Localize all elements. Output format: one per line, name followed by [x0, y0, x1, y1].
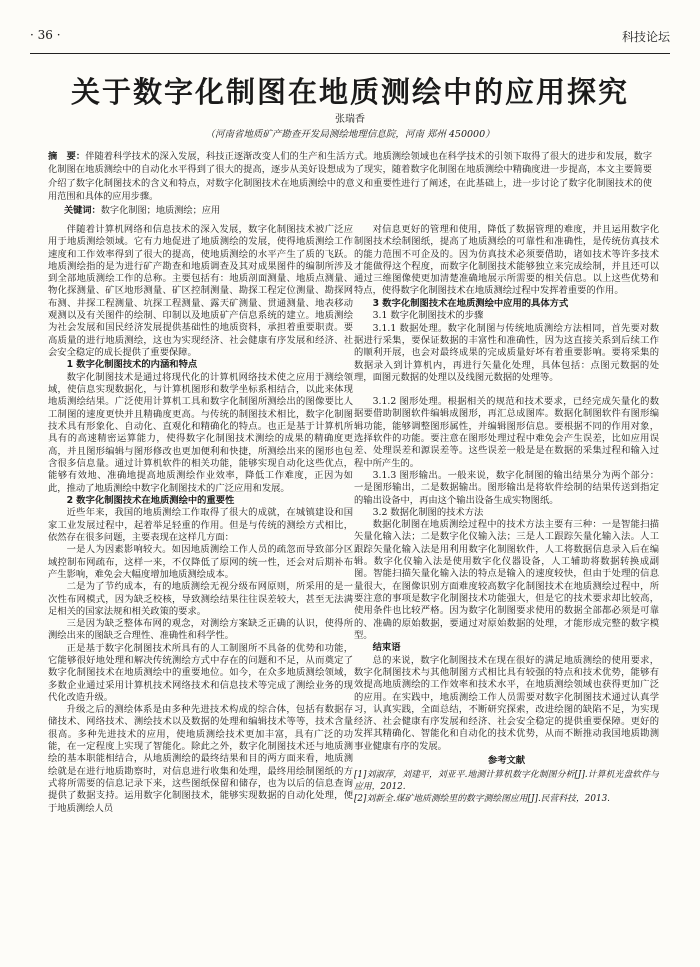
keywords-label: 关键词： [64, 205, 101, 216]
body-paragraph: 正是基于数字化制图技术所具有的人工制图所不具备的优势和功能，它能够很好地处理和解决传统测绘方式中存在的问题和不足，从而奠定了数字化制图技术在地质测绘中的重要地位。如今，在众多地质测绘领域，多数企业通过采用计算机技术网络技术和信息技术等完成了测绘业务的现代化改造升级。 [48, 642, 353, 703]
body-paragraph: 3.1.3 图形输出。一般来说，数字化制图的输出结果分为两个部分：一是图形输出，二是数据输出。图形输出是将软件绘制的结果传送到指定的输出设备中，再由这个输出设备生成实物图纸。 [354, 469, 659, 506]
body-paragraph: 数字化制图技术是通过将现代化的计算机网络技术使之应用于测绘领域，使信息实现数据化，与计算机图形和数学坐标系相结合，以此来体现地质测绘结果。广泛使用计算机工具和数字化制图所测绘出的图像要比人工制图的速度更快并且精确度更高。与传统的制图技术相比，数字化制图技术具有形象化、自动化、直观化和精确化的特点。也正是基于计算机所具有的高速精密运算能力，使得数字化制图技术测绘的成果的精确度更高，并且图形编辑与图形修改也更加便利和快捷，所测绘出来的图形也包含很多信息量。通过计算机软件的相关功能，能够实现自动化这些优点，能够有效地、准确地提高地质测绘作业效率，降低工作难度，正因为如此，推动了地质测绘中数字化制图技术的广泛应用和发展。 [48, 371, 353, 494]
paragraph-gap [354, 384, 659, 396]
section-heading: 2 数字化制图技术在地质测绘中的重要性 [66, 494, 235, 506]
body-paragraph: 3.1.2 图形处理。根据相关的规范和技术要求，已经完成矢量化的数据要借助制图软件编辑成图形，再汇总成图库。数据化制图软件有图形编辑功能，能够调整图形属性，并编辑图形信息。要根据不同的作用对象，选择软件的功能。要注意在图形处理过程中难免会产生误差，比如应用误差、处理误差和源误差等。这些误差一般是是在数据的采集过程和输入过程中所产生的。 [354, 396, 659, 469]
body-paragraph: 近些年来，我国的地质测绘工作取得了很大的成就，在城镇建设和国家工业发展过程中，起着举足轻重的作用。但是与传统的测绘方式相比，依然存在很多问题，主要表现在这样几方面： [48, 507, 353, 544]
body-paragraph: 数据化制图在地质测绘过程中的技术方法主要有三种：一是智能扫描矢量化输入法；二是数字化仪输入法；三是人工跟踪矢量化输入法。人工跟踪矢量化输入法是用利用数字化制图软件，人工将数据信息录入后在编辑。数字化仪输入法是使用数字化仪器设备，人工辅助将数据转换成副图。智能扫描矢量化输入法的特点是输入的速度较快，但由于处理的信息量很大，在图像识别方面难度较高数字化制图技术在地质测绘过程中，所要注意的事项是数字化制图技术功能强大，但是它的技术要求却比较高，使用条件也比较严格。因为数字化制图要求使用的数据全部都必须是可靠的、准确的原始数据，要通过对原始数据的处理，才能形成完整的数字模型。 [354, 519, 659, 641]
references-heading: 参考文献 [487, 755, 526, 767]
page-header [30, 28, 670, 48]
body-paragraph: 一是人为因素影响较大。如因地质测绘工作人员的疏忽而导致部分区域控制布网疏布，这样一来，不仅降低了原网的统一性，还会对后期补布产生影响，难免会大幅度增加地质测绘成本。 [48, 544, 353, 580]
header-rule [30, 53, 670, 54]
reference-item: [1]刘淑萍，刘建平，刘亚平.地测计算机数字化制图分析[J].计算机光盘软件与应用，2012. [354, 770, 659, 793]
body-paragraph: 三是因为缺乏整体布网的观念，对测绘方案缺乏正确的认识，使得所测绘出来的图缺乏合理性、准确性和科学性。 [48, 618, 353, 642]
subsection-heading: 3.1 数字化制图技术的步骤 [372, 310, 484, 322]
reference-item: [2]刘新全.煤矿地质测绘里的数字测绘图应用[J].民营科技，2013. [354, 794, 610, 805]
body-paragraph: 伴随着计算机网络和信息技术的深入发展，数字化制图技术被广泛应用于地质测绘领域。它有力地促进了地质测绘的发展，使得地质测绘工作速度和工作效率得到了很大的提高，使地质测绘的水平产生了质的飞跃。地质测绘指的是为进行矿产勘查和地质调查及其对成果图件的编制所涉及到全部地质测绘工作的总称。主要包括有：地质剖面测量、地质点测量、物化探测量、矿区地形测量、矿区控制测量、勘探工程定位测量、勘探网布测、井探工程测量、坑探工程测量、露天矿测量、贯通测量、地表移动观测以及有关图件的绘制、印制以及地质矿产信息系统的建立。地质测绘为社会发展和国民经济发展提供基础性的地质资料，承担着重要职责。要高质量的进行地质测绘，这也为实现经济、社会健康有序发展和经济、社会安全稳定的成长提供了重要保障。 [48, 224, 353, 358]
affiliation: （河南省地质矿产勘查开发局测绘地理信息院，河南 郑州 450000） [205, 129, 495, 140]
page-number: · 36 · [30, 28, 61, 42]
abstract-label: 摘 要： [48, 151, 86, 162]
conclusion-heading: 结束语 [372, 642, 401, 654]
subsection-heading: 3.2 数据化制图的技术方法 [372, 506, 484, 518]
author: 张瑞香 [335, 114, 365, 125]
body-paragraph: 对信息更好的管理和使用，降低了数据管理的难度，并且运用数字化制图技术绘制图纸，提高了地质测绘的可靠性和准确性，是传统仿真技术的能力范围不可企及的。因为仿真技术必须要借助，诸如技术等许多技术才能做得这个程度，而数字化制图技术能够独立来完成绘制，并且还可以通过三维图像使更加清楚准确地展示所需要的相关信息。以上这些优势和特点，使得数字化制图技术在地质测绘过程中发挥着重要的作用。 [354, 224, 659, 297]
abstract-text: 伴随着科学技术的深入发展，科技正逐渐改变人们的生产和生活方式。地质测绘领域也在科学技术的引领下取得了很大的进步和发展，数字化制图在地质测绘中的自动化水平得到了很大的提高，逐步从美好设想成为了现实，随着数字化制图在地质测绘中精确度进一步提高，本文主要简要介绍了数字化制图技术的含义和特点，对数字化制图技术在地质测绘中的意义和重要性进行了阐述，在此基础上，进一步讨论了数字化制图技术的使用范围和具体的应用步骤。 [48, 151, 653, 203]
body-paragraph: 升级之后的测绘体系是由多种先进技术构成的综合体，包括有数据存储技术、网络技术、测绘技术以及数据的处理和编辑技术等等，技术含量很高。多种先进技术的应用，使地质测绘技术更加丰富，具有广泛的功能，在一定程度上实现了智能化。除此之外，数字化制图技术还与地质测绘的基本职能相结合，从地质测绘的最终结果和目的两方面来看，地质测绘就是在进行地质勘察时，对信息进行收集和处理，最终用绘制图纸的方式将所需要的信息记录下来，这些图纸保留和储存，也为以后的信息查询提供了数据支持。运用数字化制图技术，能够实现数据的自动化处理，便于地质测绘人员 [48, 704, 353, 814]
keywords-text: 数字化制图；地质测绘；应用 [100, 205, 221, 216]
keywords [64, 204, 652, 217]
paper-title: 关于数字化制图在地质测绘中的应用探究 [70, 75, 629, 109]
body-paragraph: 二是为了节约成本，有的地质测绘无视分级布网原则，所采用的是一次性布网模式，因为缺乏校核，导致测绘结果往往误差较大，甚至无法满足相关的国家法规和相关政策的要求。 [48, 581, 353, 617]
body-column-right [354, 224, 659, 946]
abstract [48, 150, 652, 204]
body-paragraph: 总的来说，数字化制图技术在现在很好的满足地质测绘的使用要求，数字化制图技术与其他制图方式相比具有较强的特点和技术优势，能够有效提高地质测绘的工作效率和技术水平，在地质测绘领域也获得更加广泛的应用。在实践中，地质测绘工作人员需要对数字化制图技术通过认真学习，认真实践，全面总结，不断研究探索，改进绘图的缺陷不足，为实现经济、社会健康有序发展和经济、社会安全稳定的提供重要保障。更好的发挥其精确化、智能化和自动化的技术优势，从而不断推动我国地质勘测事业健康有序的发展。 [354, 654, 659, 752]
section-heading: 1 数字化制图技术的内涵和特点 [66, 359, 198, 371]
body-column-left [48, 224, 353, 946]
body-paragraph: 3.1.1 数据处理。数字化制图与传统地质测绘方法相同，首先要对数据进行采集，要保证数据的丰富性和准确性，因为这直接关系到后续工作的顺利开展，也会对最终成果的完成质量好坏有着重要影响。要将采集的数据录入到计算机内，再进行矢量化处理，具体包括：点图元数据的处理，面图元数据的处理以及线图元数据的处理等。 [354, 322, 659, 383]
section-heading: 3 数字化制图技术在地质测绘中应用的具体方式 [372, 297, 569, 309]
journal-name: 科技论坛 [621, 30, 670, 44]
